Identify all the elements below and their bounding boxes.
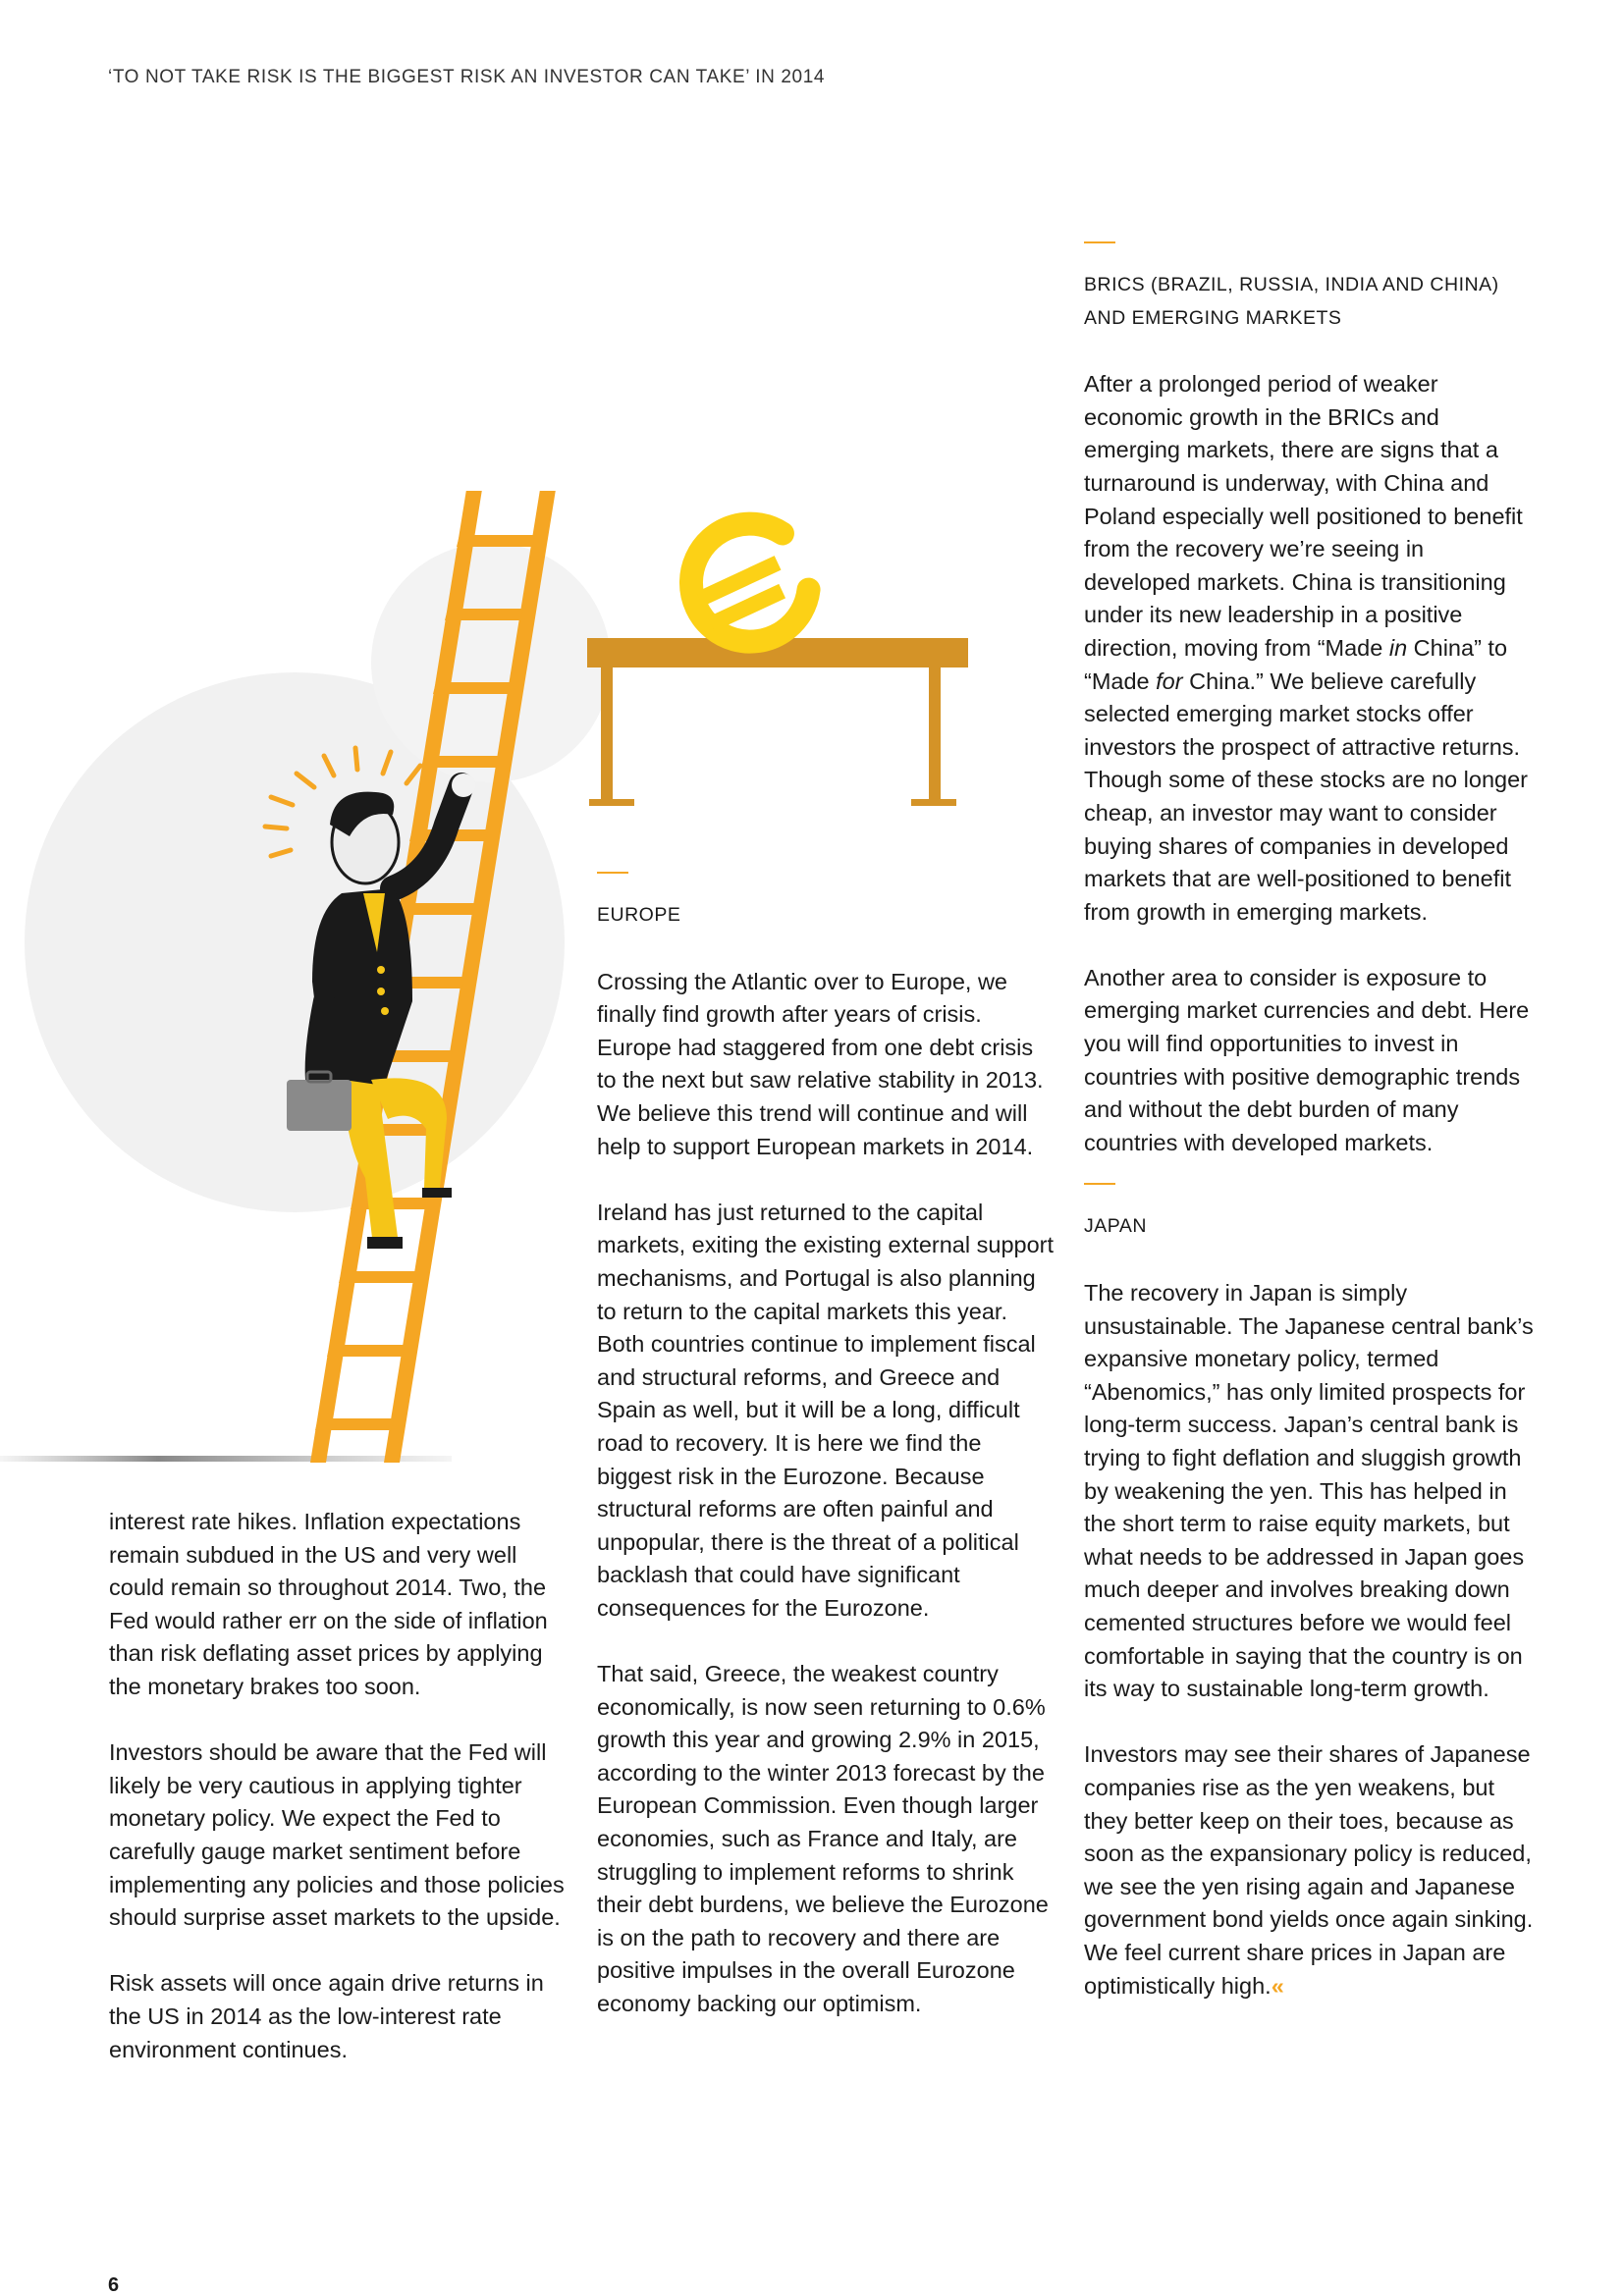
bric-p1-part-2: China” to “Made	[1084, 634, 1508, 694]
bric-section	[1084, 241, 1536, 1159]
europe-paragraph-1: Crossing the Atlantic over to Europe, we finally find growth after years of crisis. Europe had staggered from one debt crisis to the next but saw relative stability in 2013. We believe this trend will continue and will help to support European markets in 2014.	[597, 968, 1044, 1159]
japan-section	[1084, 1183, 1536, 2002]
bric-accent-rule	[1084, 241, 1115, 243]
bric-p1-for: for	[1156, 667, 1183, 694]
bric-paragraph-1	[1084, 368, 1536, 929]
japan-paragraph-2	[1084, 1738, 1536, 2002]
bric-heading-line-1: BRICS (BRAZIL, RUSSIA, INDIA AND CHINA)	[1084, 274, 1499, 295]
japan-paragraph-1: The recovery in Japan is simply unsustainable. The Japanese central bank’s expansive monetary policy, termed “Abenomics,” has only limited prospects for long-term success. Japan’s central bank is trying to fight deflation and sluggish growth by weakening the yen. This has helped in the short term to raise equity markets, but what needs to be addressed in Japan goes much deeper and involves breaking down cemented structures before we would feel comfortable in saying that the country is on its way to sustainable long-term growth.	[1084, 1280, 1534, 1702]
briefcase-icon	[287, 1080, 352, 1131]
bric-p1-in: in	[1388, 634, 1408, 661]
left-column	[109, 1506, 570, 2066]
europe-paragraph-3: That said, Greece, the weakest country economically, is now seen returning to 0.6% growth this year and growing 2.9% in 2015, according to the winter 2013 forecast by the European Commission. Even though larger economies, such as France and Italy, are struggling to implement reforms to shrink their debt burdens, we believe the Eurozone is on the path to recovery and there are positive impulses in the overall Eurozone economy backing our optimism.	[597, 1661, 1049, 2016]
left-paragraph-1: interest rate hikes. Inflation expectations remain subdued in the US and very well could remain so throughout 2014. Two, the Fed would rather err on the side of inflation than risk deflating asset prices by applying the monetary brakes too soon.	[109, 1509, 548, 1699]
table	[587, 638, 968, 806]
background-circle-small	[371, 543, 611, 782]
page-number: 6	[108, 2274, 120, 2296]
left-paragraph-3: Risk assets will once again drive returns in the US in 2014 as the low-interest rate environment continues.	[109, 1970, 544, 2062]
left-paragraph-2: Investors should be aware that the Fed will likely be very cautious in applying tighter monetary policy. We expect the Fed to carefully gauge market sentiment before implementing any policies and those policies should surprise asset markets to the upside.	[109, 1739, 565, 1931]
euro-icon	[672, 508, 820, 662]
europe-accent-rule	[597, 872, 628, 874]
europe-heading: EUROPE	[597, 904, 681, 926]
ground-shadow	[0, 1456, 452, 1462]
japan-p2-text: Investors may see their shares of Japanese companies rise as the yen weakens, but they better keep on their toes, because as soon as the expansionary policy is reduced, we see the yen rising again and Japanese government bond yields once again sinking. We feel current share prices in Japan are optimistically high.	[1084, 1741, 1534, 1999]
end-mark-icon: «	[1271, 1972, 1284, 1999]
bric-p1-part-3: China.” We believe carefully selected emerging market stocks offer investors the prospect of attractive returns. Though some of these stocks are no longer cheap, an investor may want to consider buying shares of companies in developed markets that are well-positioned to benefit from growth in emerging markets.	[1084, 667, 1528, 925]
bric-heading	[1084, 269, 1536, 335]
middle-column	[597, 872, 1058, 2021]
japan-heading: JAPAN	[1084, 1215, 1147, 1238]
right-column	[1084, 241, 1536, 2022]
bric-heading-line-2: AND EMERGING MARKETS	[1084, 306, 1342, 329]
europe-paragraph-2: Ireland has just returned to the capital markets, exiting the existing external support mechanisms, and Portugal is also planning to return to the capital markets this year. Both countries continue to implement fiscal and structural reforms, and Greece and Spain as well, but it will be a long, difficult road to recovery. It is here we find the biggest risk in the Eurozone. Because structural reforms are often painful and unpopular, there is the threat of a political backlash that could have significant consequences for the Eurozone.	[597, 1199, 1055, 1621]
bric-p1-part-1: After a prolonged period of weaker economic growth in the BRICs and emerging markets, there are signs that a turnaround is underway, with China and Poland especially well positioned to benefit from the recovery we’re seeing in developed markets. China is transitioning under its new leadership in a positive direction, moving from “Made	[1084, 371, 1523, 661]
running-header: ‘TO NOT TAKE RISK IS THE BIGGEST RISK AN INVESTOR CAN TAKE’ IN 2014	[108, 67, 826, 87]
bric-paragraph-2: Another area to consider is exposure to emerging market currencies and debt. Here you will find opportunities to invest in countries with positive demographic trends and without the debt burden of many countries with developed markets.	[1084, 964, 1530, 1155]
japan-accent-rule	[1084, 1183, 1115, 1185]
